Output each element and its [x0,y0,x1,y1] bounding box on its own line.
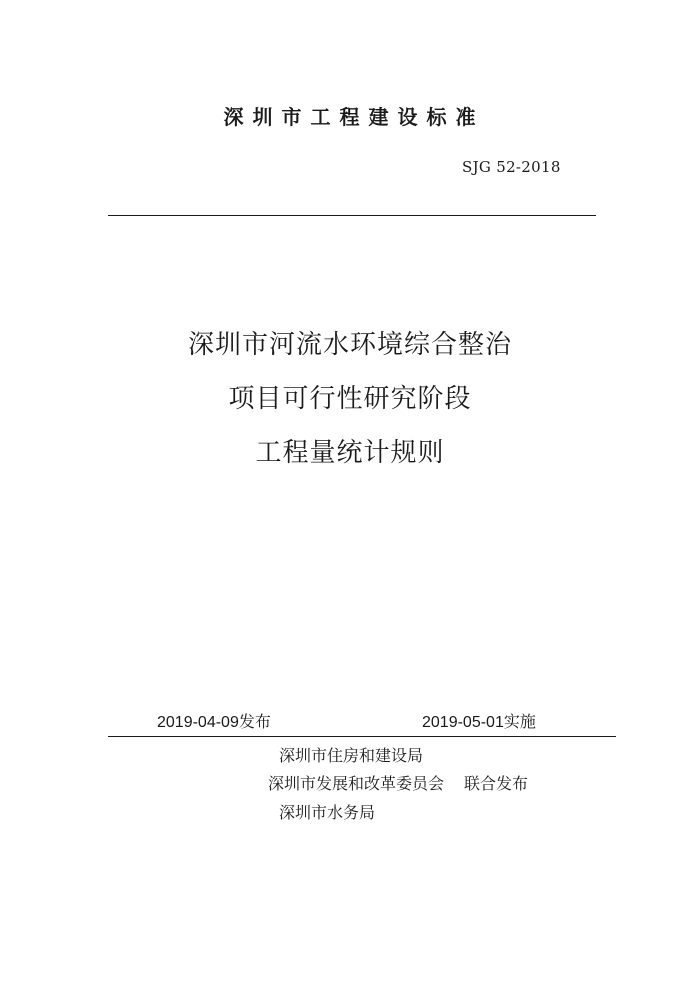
standard-code: SJG 52-2018 [462,158,561,176]
implement-date: 2019-05-01实施 [422,714,536,731]
publish-date: 2019-04-09发布 [157,714,271,731]
footer-divider [108,736,616,737]
standard-series-title: 深圳市工程建设标准 [223,105,485,129]
joint-issue-label: 联合发布 [464,776,529,793]
document-title-line-3: 工程量统计规则 [255,438,445,468]
document-title-line-1: 深圳市河流水环境综合整治 [187,330,512,360]
document-title-line-2: 项目可行性研究阶段 [228,384,472,414]
issuer-water-bureau: 深圳市水务局 [279,805,376,822]
issuer-development-commission: 深圳市发展和改革委员会 [268,776,445,793]
header-divider [108,215,596,216]
issuer-housing-bureau: 深圳市住房和建设局 [279,748,424,765]
issuer-row-development-commission [268,771,528,794]
